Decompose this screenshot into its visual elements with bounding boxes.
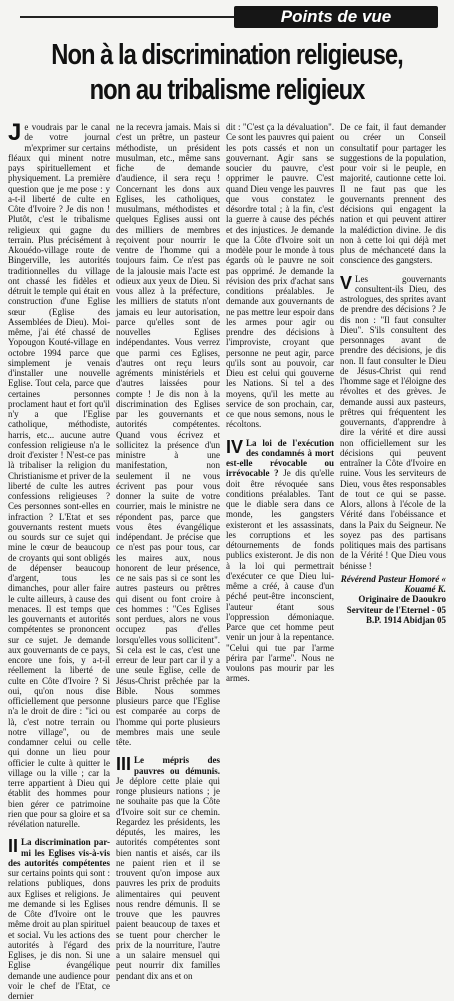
column-2 [116, 122, 220, 981]
section-subheading: La discrimination par-mi les Eglises vis-à-vis des autorités compétentes [8, 837, 110, 868]
section-text: Je dis qu'elle doit être révoquée sans conditions préalables. Tant que le diable sera dans ce monde, les gangsters existeront et les assassinats, les corruptions et les détournements de fonds publics existeront. Je dis non à la loi qui permettrait d'exécuter ce que Dieu lui-même a créé, à cause d'un péché peut-être inconscient, l'auteur étant sous l'oppression démoniaque. Parce que cet homme peut venir un jour à la repentance. "Celui qui tue par l'arme périra par l'arme". Nous ne voulons pas mourir par les armes. [226, 468, 334, 684]
signature-address: B.P. 1914 Abidjan 05 [366, 614, 446, 625]
section-3-paragraph [116, 755, 220, 981]
section-number: V [340, 272, 353, 293]
headline-line-2: non au tribalisme religieux [89, 74, 365, 106]
section-5-paragraph [340, 274, 446, 571]
column-4-paragraph: De ce fait, il faut demander ou créer un Conseil consultatif pour partager les suggestions de la population, pour voir si le peuple, en majorité, cautionne cette loi. Il ne faut pas que les gouvernants prennent des décisions qui engagent la nation et qui peuvent attirer la malédiction divine. Je dis non à cette loi qui déjà met plus de méchanceté dans la conscience des gangsters. [340, 122, 446, 266]
drop-cap: J [8, 119, 22, 146]
section-number: IV [226, 436, 244, 457]
column-1 [8, 119, 110, 1001]
section-subheading: Le mépris des pauvres ou démunis. [134, 755, 220, 776]
section-2-paragraph [8, 837, 110, 1001]
signature-origin: Originaire de Daoukro [358, 594, 446, 605]
section-number: III [116, 754, 132, 775]
section-4-paragraph [226, 438, 334, 684]
intro-text: e voudrais par le canal de votre journal m'exprimer sur certains fléaux qui minent notre pays spirituellement et physiquement. La première question que je me pose : y a-t-il liberté de culte en Côte d'Ivoire ? Je dis non ! Plutôt, c'est le tribalisme religieux qui gagne du terrain. Plus précisément à Akouédo-village route de Bingerville, les autorités traditionnelles du village ont chassé les fidèles et détruit le temple qui était en construction d'une Eglise sœur (Eglise des Assemblées de Dieu). Moi-même, j'ai été chassé de Yopougon Kouté-village en octobre 1994 parce que simplement je venais d'installer une nouvelle Eglise. Tout cela, parce que certaines personnes proclament haut et fort qu'il n'y a que l'Eglise catholique, méthodiste, harris, etc... aucune autre confession religieuse n'a le droit d'exister ! N'est-ce pas là tribaliser la religion du Christianisme et priver de la liberté de culte les autres confessions religieuses ? Ces personnes sont-elles en infraction ? L'Etat et ses gouvernants restent muets ou sourds sur ce sujet qui mine le cœur de beaucoup de croyants qui sont obligés de dépenser beaucoup d'argent, tous les dimanches, pour aller faire le culte ailleurs, à cause des menaces. Il est temps que les gouvernants et autorités compétentes se prononcent sur ce sujet. Je demande aux gouvernants de ce pays, encore une fois, y a-t-il réellement la liberté de culte en Côte d'Ivoire ? Si oui, qu'on nous dise officiellement que personne n'a le droit de dire : "ici ou là, c'est notre terrain ou notre village", ou de condamner celui ou celle qui donne un lieu pour officier le culte à quitter le village ou la ville ; car la terre appartient à Dieu qui établit des hommes pour bien gérer ce patrimoine rien que pour sa gloire et sa révélation naturelle. [8, 122, 110, 829]
author-signature [340, 574, 446, 625]
header-rule [20, 16, 234, 18]
section-text: Les gouvernants consultent-ils Dieu, des astrologues, des sprites avant de prendre des décisions ? Je dis non : "Il faut consulter Dieu". S'ils consultent des personnages avant de prendre des décisions, je dis non. Il faut consulter le Dieu de Jésus-Christ qui rend l'homme sage et l'éloigne des révoltes et des grèves. Je demande aussi aux pasteurs, prêtres qui fréquentent les gouvernants, d'apprendre à dire la vérité et dire aussi non officiellement sur les décisions qui peuvent entraîner la Côte d'Ivoire en ruine. Vous les serviteurs de Dieu, vous êtes responsables de tout ce qui se passe. Alors, allons à l'école de la Vérité dans l'obéissance et dans la Paix du Seigneur. Ne soyez pas des partisans politiques mais des partisans de la Vérité ! Que Dieu vous bénisse ! [340, 273, 446, 571]
article-headline [47, 38, 406, 108]
column-3 [226, 122, 334, 684]
column-4 [340, 122, 446, 625]
column-3-paragraph: dit : "C'est ça la dévaluation". Ce sont les pauvres qui paient les pots cassés et non un gouvernant. Agir sans se soucier du pauvre, c'est opprimer le pauvre. C'est quand Dieu venge les pauvres que vous constatez le désordre total ; à la fin, c'est la guerre à cause des péchés et des injustices. Je demande que la Côte d'Ivoire soit un modèle pour le monde à tous égards où le pauvre ne soit pas opprimé. Je demande la révision des prix d'achat sans conditions préalables. Je demande aux gouvernants de ne pas mettre leur espoir dans les armes pour agir ou prendre des décisions à l'improviste, croyant que personne ne peut agir, parce qu'ils sont au pouvoir, car Dieu est celui qui gouverne les Nations. Si tel a des moyens, qu'il les mette au service de son prochain, car, ce que nous semons, nous le récoltons. [226, 122, 334, 430]
section-rubric: Points de vue [234, 6, 438, 28]
signature-title: Serviteur de l'Eternel - 05 [346, 604, 446, 615]
section-number: II [8, 836, 19, 857]
section-subheading: La loi de l'exécution des condamnés à mort est-elle révocable ou irrévocable ? [226, 437, 334, 479]
signature-name: Révérend Pasteur Homoré « Kouamé K. [340, 573, 446, 594]
section-text: Je déplore cette plaie qui ronge plusieurs nations ; je ne souhaite pas que la Côte d'Ivoire soit sur ce chemin. Regardez les présidents, les députés, les maires, les autorités compétentes sont bien nantis et aisés, car ils ne paient rien et il se trouvent qu'on impose aux pauvres les prix de produits alimentaires qui peuvent nous rendre démunis. Il se trouve que les pauvres paient beaucoup de taxes et se tuent pour chercher le prix de la nourriture, l'autre a un salaire mensuel qui peut nourrir dix familles pendant dix ans et on [116, 775, 220, 981]
headline-line-1: Non à la discrimination religieuse, [51, 39, 403, 71]
column-2-paragraph: ne la recevra jamais. Mais si c'est un prêtre, un pasteur méthodiste, un président musulman, etc., même sans fiche de demande d'audience, il sera reçu ! Concernant les dons aux Eglises, les catholiques, musulmans, méthodistes et quelques Eglises aussi ont des milliers de membres reçoivent pour nourrir le ventre de l'homme qui a toujours faim. Ce n'est pas de la jalousie mais l'acte est odieux aux yeux de Dieu. Si vous allez à la préfecture, les milliers de statuts n'ont jamais eu leur autorisation, parce qu'elles sont de nouvelles Eglises indépendantes. Vous verrez que parmi ces Eglises, d'autres ont reçu leurs agréments ministériels et d'autres laissées pour compte ! Je dis non à la discrimination des Eglises par les gouvernants et autorités compétentes. Quand vous écrivez et sollicitez la présence d'un ministre à une manifestation, non seulement il ne vous écrivent pas pour vous donner la suite de votre courrier, mais le ministre ne répondent pas, parce que vous êtes évangélique indépendant. Je précise que ce n'est pas pour tous, car les maires aux, nous honorent de leur présence, ce ne sais pas si ce sont les autres pasteurs ou prêtres qui disent ou font croire à ces hommes : "Ces Eglises sont perdues, alors ne vous occupez pas d'elles lorsqu'elles vous sollicitent". Si cela est le cas, c'est une erreur de leur part car il y a une seule Eglise, celle de Jésus-Christ prêchée par la Bible. Nous sommes plusieurs parce que l'Eglise est comparée au corps de l'homme qui porte plusieurs membres mais une seule tête. [116, 122, 220, 747]
section-text: sur certains points qui sont : relations publiques, dons aux Eglises et religions. Je me demande si les Eglises de Côte d'Ivoire ont le même droit au plan spirituel et social. Vu les actions des autorités à l'égard des Eglises, je dis non. Si une Eglise évangélique demande une audience pour voir le chef de l'Etat, ce dernier [8, 868, 110, 1001]
intro-paragraph [8, 119, 110, 829]
